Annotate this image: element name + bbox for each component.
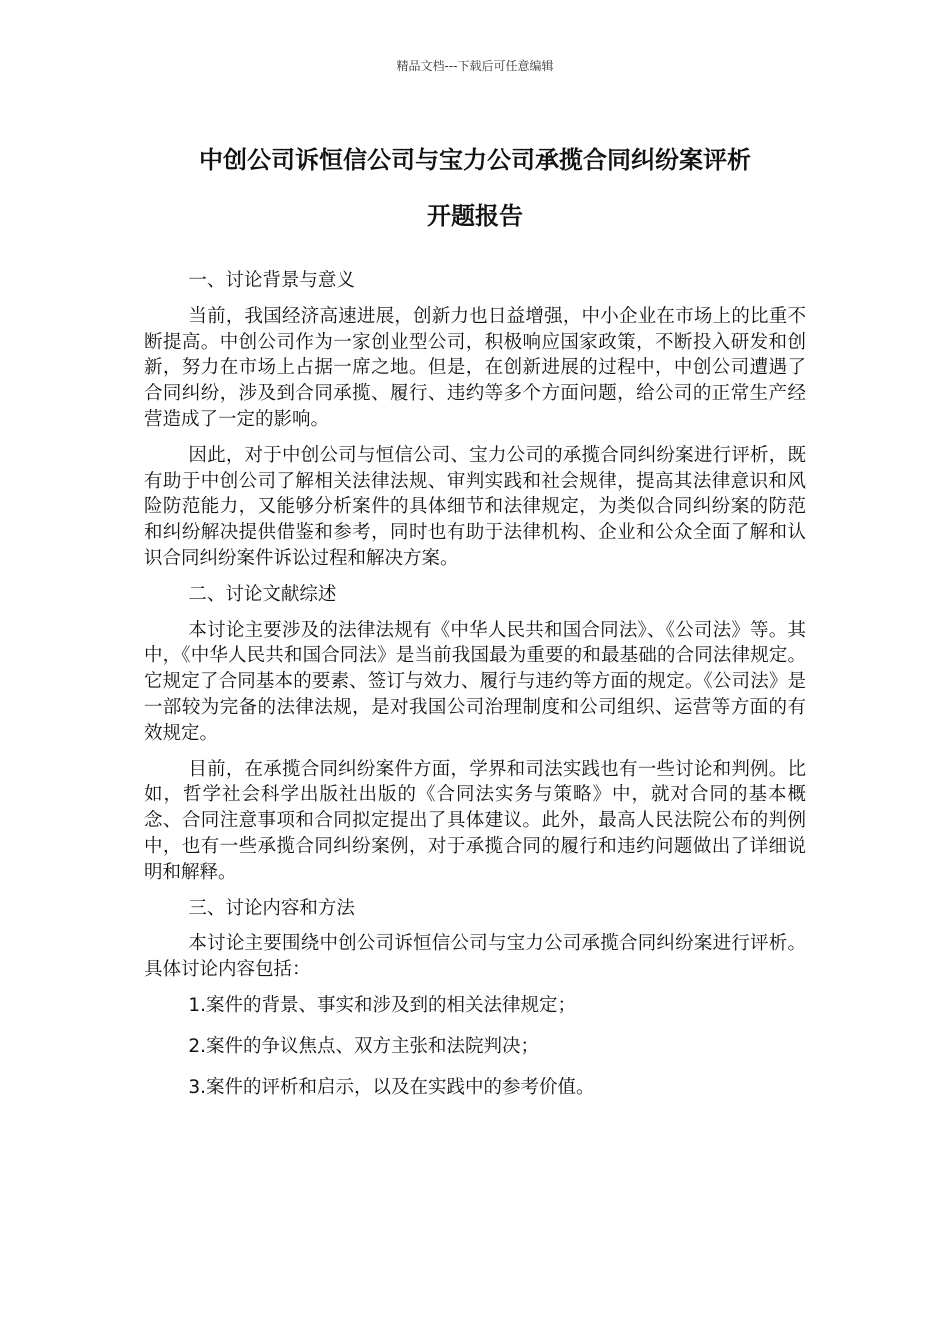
document-title-line-2: 开题报告 bbox=[427, 202, 523, 230]
page-header: 精品文档---下载后可任意编辑 bbox=[396, 59, 554, 73]
list-item-dispute-focus: 2.案件的争议焦点、双方主张和法院判决； bbox=[188, 1035, 540, 1057]
paragraph-literature-1: 本讨论主要涉及的法律法规有《中华人民共和国合同法》、《公司法》等。其中，《中华人民共和国合同法》是当前我国最为重要的和最基础的合同法律规定。它规定了合同基本的要素、签订与效力、履行与违约等方面的规定。《公司法》是一部较为完备的法律法规，是对我国公司治理制度和公司组织、运营等方面的有效规定。 bbox=[144, 619, 806, 744]
section-heading-content-methods: 三、讨论内容和方法 bbox=[188, 897, 355, 919]
document-title-line-1: 中创公司诉恒信公司与宝力公司承揽合同纠纷案评析 bbox=[199, 146, 751, 174]
paragraph-literature-2: 目前，在承揽合同纠纷案件方面，学界和司法实践也有一些讨论和判例。比如，哲学社会科学出版社出版的《合同法实务与策略》中，就对合同的基本概念、合同注意事项和合同拟定提出了具体建议。此外，最高人民法院公布的判例中，也有一些承揽合同纠纷案例，对于承揽合同的履行和违约问题做出了详细说明和解释。 bbox=[144, 758, 806, 883]
document-body bbox=[144, 268, 806, 1115]
document-title bbox=[95, 132, 855, 244]
paragraph-background-2: 因此，对于中创公司与恒信公司、宝力公司的承揽合同纠纷案进行评析，既有助于中创公司了解相关法律法规、审判实践和社会规律，提高其法律意识和风险防范能力，又能够分析案件的具体细节和法律规定，为类似合同纠纷案的防范和纠纷解决提供借鉴和参考，同时也有助于法律机构、企业和公众全面了解和认识合同纠纷案件诉讼过程和解决方案。 bbox=[144, 444, 806, 569]
list-item-case-background: 1.案件的背景、事实和涉及到的相关法律规定； bbox=[188, 994, 577, 1016]
paragraph-content-methods: 本讨论主要围绕中创公司诉恒信公司与宝力公司承揽合同纠纷案进行评析。具体讨论内容包括： bbox=[144, 933, 806, 981]
section-heading-background: 一、讨论背景与意义 bbox=[188, 270, 355, 291]
list-item-case-analysis: 3.案件的评析和启示，以及在实践中的参考价值。 bbox=[188, 1076, 595, 1098]
paragraph-background-1: 当前，我国经济高速进展，创新力也日益增强，中小企业在市场上的比重不断提高。中创公司作为一家创业型公司，积极响应国家政策，不断投入研发和创新，努力在市场上占据一席之地。但是，在创新进展的过程中，中创公司遭遇了合同纠纷，涉及到合同承揽、履行、违约等多个方面问题，给公司的正常生产经营造成了一定的影响。 bbox=[144, 305, 806, 430]
section-heading-literature-review: 二、讨论文献综述 bbox=[188, 583, 337, 605]
